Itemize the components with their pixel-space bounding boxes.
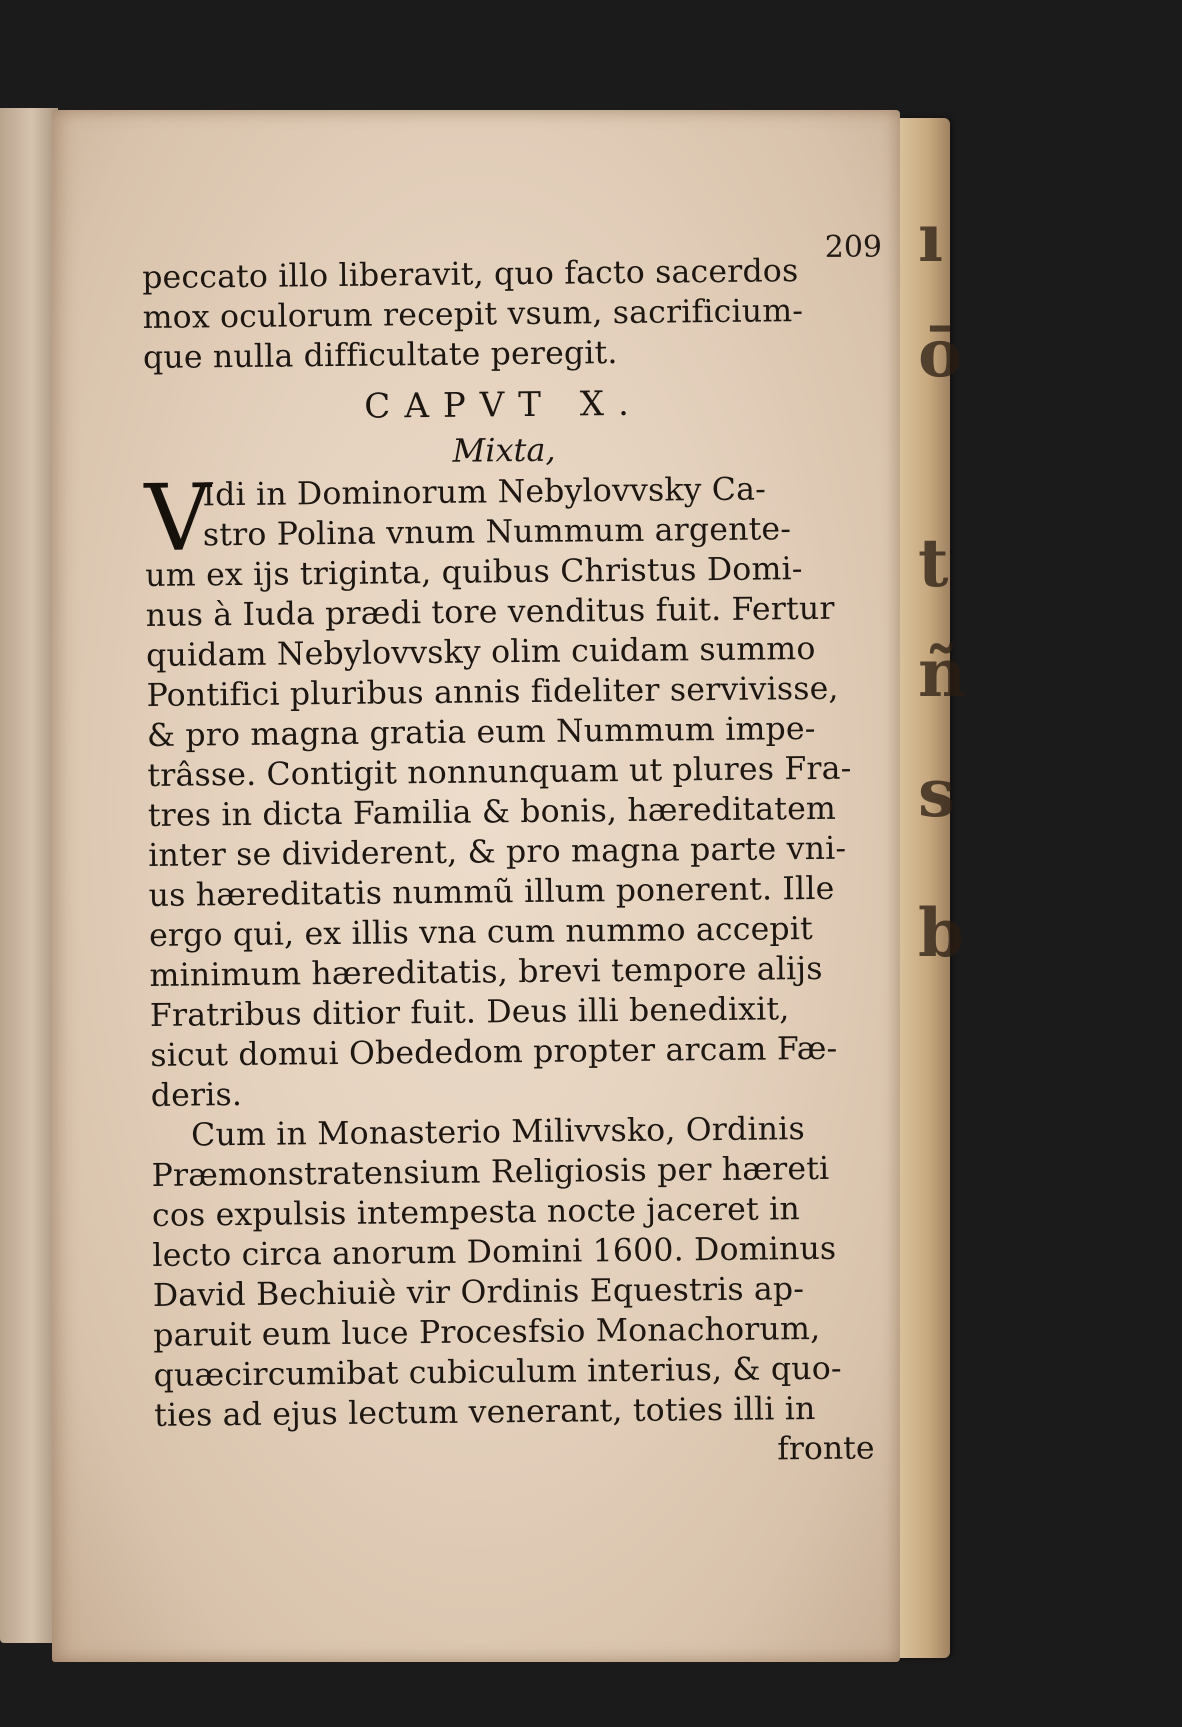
spine-mark: b — [918, 894, 965, 972]
text-line: um ex ijs triginta, quibus Christus Domi- — [145, 551, 803, 594]
text-line: ergo qui, ex illis vna cum nummo accepit — [148, 911, 814, 954]
text-line: minimum hæreditatis, brevi tempore alijs — [149, 950, 823, 994]
text-line: lecto circa anorum Domini 1600. Dominus — [152, 1230, 837, 1274]
spine-mark: t — [918, 524, 949, 602]
text-line: Pontifici pluribus annis fideliter servivisse, — [146, 670, 839, 714]
text-line: Cum in Monasterio Milivvsko, Ordinis — [191, 1111, 806, 1154]
text-line: nus à Iuda prædi tore venditus fuit. Fertur — [145, 590, 835, 634]
text-line: us hæreditatis nummũ illum ponerent. Ille — [148, 870, 835, 914]
text-line: cos expulsis intempesta nocte jaceret in — [151, 1191, 801, 1234]
spine-mark: s — [918, 754, 956, 832]
drop-cap: V — [144, 464, 212, 572]
text-line: Præmonstratensium Religiosis per hæreti — [151, 1150, 830, 1194]
text-line: mox oculorum recepit vsum, sacrificium- — [142, 293, 804, 336]
text-line: trâsse. Contigit nonnunquam ut plures Fra- — [147, 750, 852, 794]
text-line: & pro magna gratia eum Nummum impe- — [146, 710, 816, 754]
spine-mark: ñ — [918, 634, 966, 712]
text-line: Idi in Dominorum Nebylovvsky Ca- — [202, 471, 767, 514]
page-number: 209 — [824, 230, 882, 265]
spine-mark: ı — [918, 199, 944, 277]
text-line: quæcircumibat cubiculum interius, & quo- — [153, 1350, 842, 1394]
paragraph — [151, 1108, 874, 1436]
page-text — [142, 250, 875, 1475]
paragraph — [144, 464, 871, 1116]
text-line: que nulla difficultate peregit. — [142, 335, 618, 376]
text-line: quidam Nebylovvsky olim cuidam summo — [145, 630, 816, 674]
text-line: ties ad ejus lectum venerant, toties illi in — [153, 1391, 816, 1434]
text-line: Fratribus ditior fuit. Deus illi benedixit, — [149, 991, 790, 1034]
text-line: peccato illo liberavit, quo facto sacerdos — [142, 253, 799, 296]
text-line: paruit eum luce Procesfsio Monachorum, — [153, 1310, 821, 1354]
facing-page-edge — [0, 108, 58, 1643]
text-line: inter se dividerent, & pro magna parte vni- — [148, 830, 847, 874]
text-line: tres in dicta Familia & bonis, hæreditatem — [147, 790, 837, 834]
chapter-heading: CAPVT X. — [364, 383, 644, 427]
text-line: deris. — [150, 1076, 243, 1114]
book-page — [52, 110, 900, 1662]
text-line: stro Polina vnum Nummum argente- — [202, 511, 792, 554]
chapter-subheading: Mixta, — [452, 430, 556, 470]
text-line: sicut domui Obededom propter arcam Fæ- — [150, 1030, 838, 1074]
text-line: David Bechiuiè vir Ordinis Equestris ap- — [152, 1271, 805, 1314]
spine-mark: ō — [918, 314, 963, 392]
catchword: fronte — [777, 1430, 875, 1468]
